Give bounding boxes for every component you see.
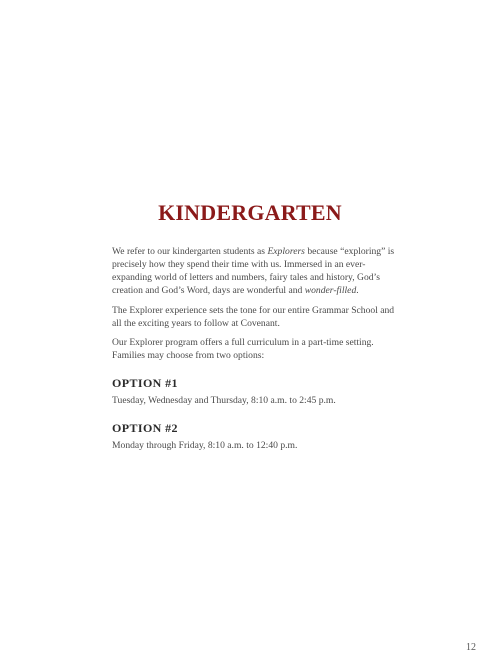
page-title: KINDERGARTEN [158, 200, 342, 225]
experience-paragraph: The Explorer experience sets the tone for our entire Grammar School and all the exciting years to follow at Covenant. [112, 304, 395, 329]
intro-text-middle: because “exploring” is precisely how they spend their time with us. Immersed in an ever-expanding world of letters and numbers, fairy tales and history, God’s creation and God’s Word, days are wonderful and [112, 246, 395, 296]
option-2-section [112, 422, 402, 453]
intro-paragraph [112, 246, 402, 298]
intro-text-start: We refer to our kindergarten students as [112, 246, 268, 257]
wonder-filled-emphasis: wonder-filled [304, 284, 357, 296]
explorers-emphasis: Explorers [267, 246, 305, 257]
body-text [112, 246, 402, 453]
page-number: 12 [466, 642, 476, 653]
option-1-heading: OPTION #1 [112, 376, 178, 391]
option-1-schedule: Tuesday, Wednesday and Thursday, 8:10 a.m. to 2:45 p.m. [112, 395, 336, 407]
option-2-heading: OPTION #2 [112, 421, 178, 436]
program-paragraph: Our Explorer program offers a full curriculum in a part-time setting. Families may choose from two options: [112, 337, 374, 362]
option-2-schedule: Monday through Friday, 8:10 a.m. to 12:40 p.m. [112, 439, 298, 451]
option-1-section [112, 377, 402, 408]
intro-text-end: . [356, 284, 359, 296]
